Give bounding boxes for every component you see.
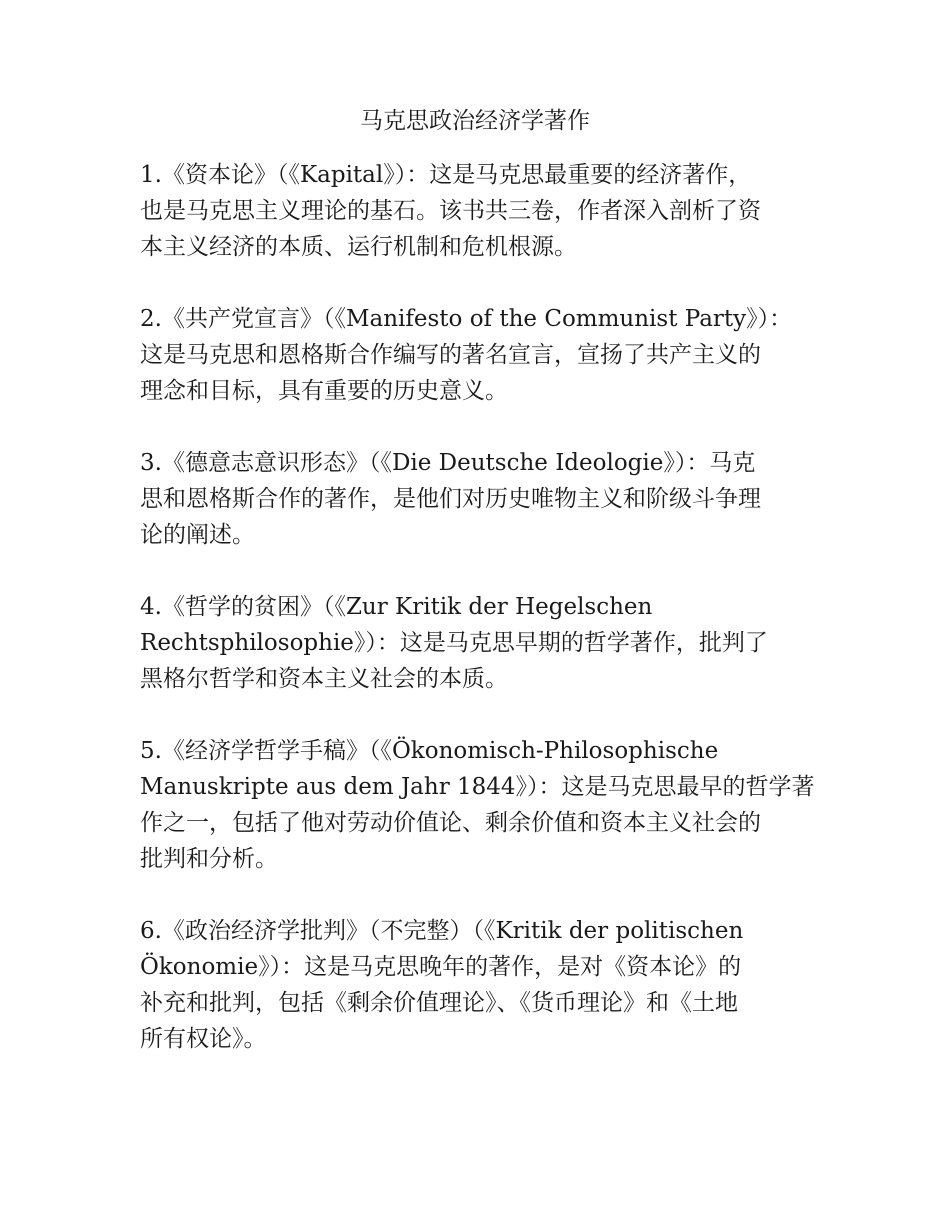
entry-critique-political-economy xyxy=(140,913,820,1057)
entry-line: Rechtsphilosophie》）：这是马克思早期的哲学著作，批判了 xyxy=(140,630,768,656)
entry-line: 作之一，包括了他对劳动价值论、剩余价值和资本主义社会的 xyxy=(140,810,761,836)
entry-line: 3.《德意志意识形态》（《Die Deutsche Ideologie》）：马克 xyxy=(140,450,756,476)
entry-line: 1.《资本论》（《Kapital》）：这是马克思最重要的经济著作， xyxy=(140,162,752,188)
entry-communist-manifesto xyxy=(140,301,820,409)
entry-line: 论的阐述。 xyxy=(140,522,255,548)
entry-line: 5.《经济学哲学手稿》（《Ökonomisch-Philosophische xyxy=(140,738,719,764)
entry-line: 6.《政治经济学批判》（不完整）（《Kritik der politischen xyxy=(140,918,744,944)
entry-line: Manuskripte aus dem Jahr 1844》）：这是马克思最早的哲学著 xyxy=(140,774,815,800)
entry-economic-manuscripts xyxy=(140,733,820,877)
entry-line: 黑格尔哲学和资本主义社会的本质。 xyxy=(140,666,508,692)
entry-line: Ökonomie》）：这是马克思晚年的著作，是对《资本论》的 xyxy=(140,954,742,980)
entry-line: 思和恩格斯合作的著作，是他们对历史唯物主义和阶级斗争理 xyxy=(140,486,761,512)
entry-line: 4.《哲学的贫困》（《Zur Kritik der Hegelschen xyxy=(140,594,653,620)
entry-line: 理念和目标，具有重要的历史意义。 xyxy=(140,378,508,404)
entry-line: 本主义经济的本质、运行机制和危机根源。 xyxy=(140,234,577,260)
entry-line: 这是马克思和恩格斯合作编写的著名宣言，宣扬了共产主义的 xyxy=(140,342,761,368)
entry-poverty-of-philosophy xyxy=(140,589,820,697)
entry-line: 所有权论》。 xyxy=(140,1026,267,1052)
entry-capital xyxy=(140,157,820,265)
document-title: 马克思政治经济学著作 xyxy=(360,108,590,134)
entry-german-ideology xyxy=(140,445,820,553)
entry-line: 2.《共产党宣言》（《Manifesto of the Communist Party》）： xyxy=(140,306,793,332)
entry-line: 批判和分析。 xyxy=(140,846,278,872)
entry-line: 补充和批判，包括《剩余价值理论》、《货币理论》和《土地 xyxy=(140,990,738,1016)
entry-line: 也是马克思主义理论的基石。该书共三卷，作者深入剖析了资 xyxy=(140,198,761,224)
